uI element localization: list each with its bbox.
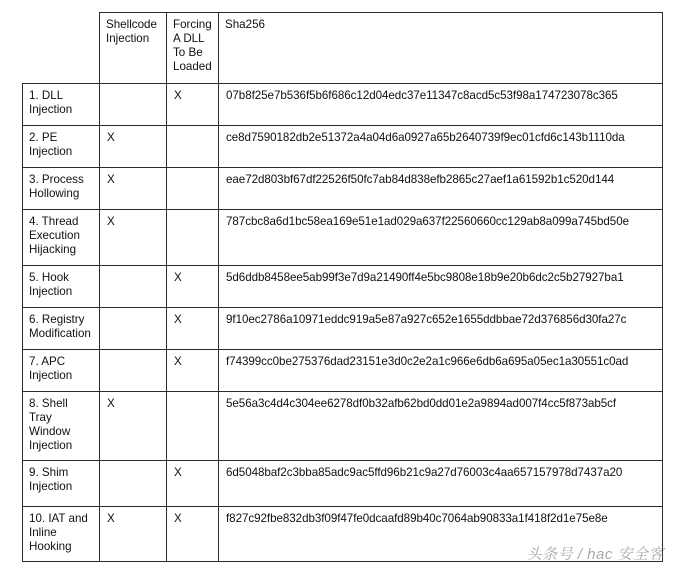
header-sha256	[219, 13, 663, 84]
corner-cell	[23, 13, 100, 84]
sha256-cell: 5d6ddb8458ee5ab99f3e7d9a21490ff4e5bc9808e18b9e20b6dc2c5b27927ba1	[219, 266, 663, 308]
table-row	[23, 461, 663, 507]
shellcode-cell	[100, 461, 167, 507]
technique-label: 6. Registry Modification	[29, 313, 91, 340]
shellcode-cell	[100, 84, 167, 126]
sha256-cell: 9f10ec2786a10971eddc919a5e87a927c652e1655ddbbae72d376856d30fa27c	[219, 308, 663, 350]
technique-cell	[23, 350, 100, 392]
sha256-cell: 5e56a3c4d4c304ee6278df0b32afb62bd0dd01e2a9894ad007f4cc5f873ab5cf	[219, 392, 663, 461]
table-row	[23, 210, 663, 266]
sha256-cell: 07b8f25e7b536f5b6f686c12d04edc37e11347c8acd5c53f98a174723078c365	[219, 84, 663, 126]
header-row	[23, 13, 663, 84]
shellcode-cell: X	[100, 126, 167, 168]
table-row	[23, 266, 663, 308]
header-label: Sha256	[225, 18, 265, 31]
header-label: Shellcode Injection	[106, 18, 157, 45]
technique-label: 5. Hook Injection	[29, 271, 73, 298]
shellcode-cell	[100, 266, 167, 308]
technique-label: 2. PE Injection	[29, 131, 73, 158]
shellcode-cell: X	[100, 168, 167, 210]
technique-label: 9. Shim Injection	[29, 466, 73, 493]
sha256-cell: eae72d803bf67df22526f50fc7ab84d838efb2865c27aef1a61592b1c520d144	[219, 168, 663, 210]
technique-cell	[23, 210, 100, 266]
forcing-dll-cell	[167, 210, 219, 266]
shellcode-cell: X	[100, 210, 167, 266]
sha256-cell: f74399cc0be275376dad23151e3d0c2e2a1c966e6db6a695a05ec1a30551c0ad	[219, 350, 663, 392]
table-row	[23, 308, 663, 350]
shellcode-cell: X	[100, 507, 167, 562]
technique-cell	[23, 308, 100, 350]
forcing-dll-cell	[167, 126, 219, 168]
table-row	[23, 350, 663, 392]
forcing-dll-cell: X	[167, 266, 219, 308]
injection-techniques-table	[22, 12, 663, 562]
sha256-cell: f827c92fbe832db3f09f47fe0dcaafd89b40c7064ab90833a1f418f2d1e75e8e	[219, 507, 663, 562]
header-label: Forcing A DLL To Be Loaded	[173, 18, 212, 73]
forcing-dll-cell: X	[167, 308, 219, 350]
forcing-dll-cell: X	[167, 350, 219, 392]
table-row	[23, 126, 663, 168]
shellcode-cell	[100, 350, 167, 392]
shellcode-cell: X	[100, 392, 167, 461]
forcing-dll-cell: X	[167, 461, 219, 507]
technique-cell	[23, 126, 100, 168]
table-row	[23, 84, 663, 126]
forcing-dll-cell: X	[167, 507, 219, 562]
technique-cell	[23, 168, 100, 210]
sha256-cell: 787cbc8a6d1bc58ea169e51e1ad029a637f22560660cc129ab8a099a745bd50e	[219, 210, 663, 266]
technique-label: 3. Process Hollowing	[29, 173, 84, 200]
technique-label: 8. Shell Tray Window Injection	[29, 397, 73, 452]
technique-cell	[23, 84, 100, 126]
header-forcing-dll	[167, 13, 219, 84]
technique-label: 4. Thread Execution Hijacking	[29, 215, 80, 256]
technique-cell	[23, 392, 100, 461]
sha256-cell: ce8d7590182db2e51372a4a04d6a0927a65b2640739f9ec01cfd6c143b1110da	[219, 126, 663, 168]
table-row	[23, 168, 663, 210]
header-shellcode-injection	[100, 13, 167, 84]
technique-cell	[23, 507, 100, 562]
technique-label: 7. APC Injection	[29, 355, 73, 382]
technique-cell	[23, 461, 100, 507]
technique-label: 1. DLL Injection	[29, 89, 73, 116]
forcing-dll-cell: X	[167, 84, 219, 126]
forcing-dll-cell	[167, 168, 219, 210]
forcing-dll-cell	[167, 392, 219, 461]
table-row	[23, 392, 663, 461]
technique-cell	[23, 266, 100, 308]
watermark: 头条号 / hac 安全客	[526, 546, 664, 563]
sha256-cell: 6d5048baf2c3bba85adc9ac5ffd96b21c9a27d76003c4aa657157978d7437a20	[219, 461, 663, 507]
shellcode-cell	[100, 308, 167, 350]
technique-label: 10. IAT and Inline Hooking	[29, 512, 88, 553]
